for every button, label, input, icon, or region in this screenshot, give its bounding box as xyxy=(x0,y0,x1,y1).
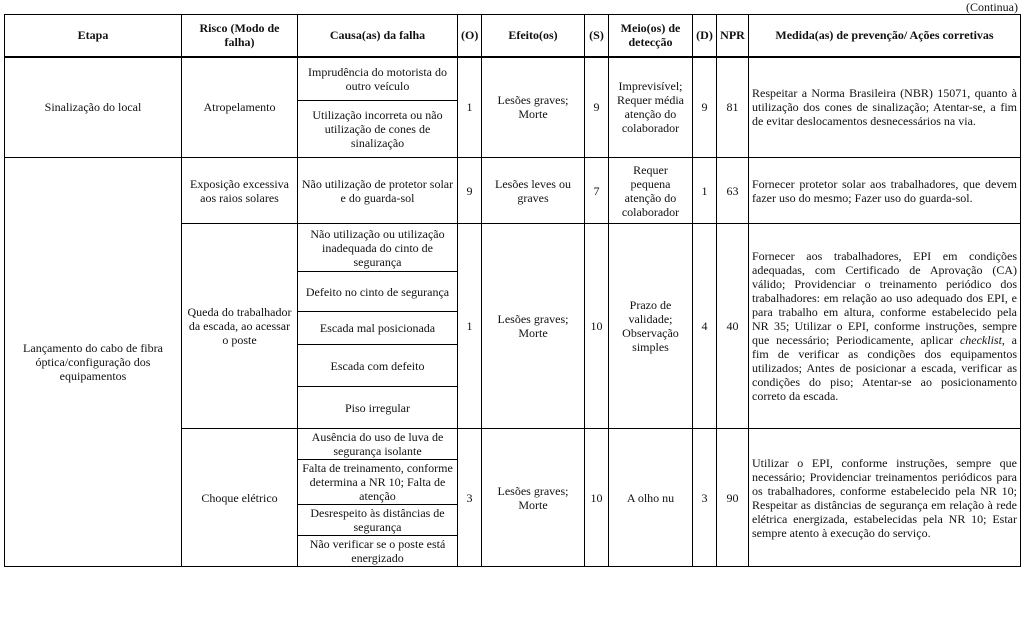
fmea-table xyxy=(4,14,1021,567)
detection-method-cell: A olho nu xyxy=(609,429,693,567)
cause-cell: Imprudência do motorista do outro veículo xyxy=(298,57,458,101)
cause-cell: Não utilização de protetor solar e do guarda-sol xyxy=(298,158,458,224)
header-row xyxy=(5,15,1021,57)
risk-cell: Queda do trabalhador da escada, ao acessar o poste xyxy=(182,224,298,429)
cause-cell: Escada com defeito xyxy=(298,345,458,387)
header-s: (S) xyxy=(585,15,609,57)
severity-cell: 7 xyxy=(585,158,609,224)
detection-method-cell: Requer pequena atenção do colaborador xyxy=(609,158,693,224)
measure-cell: Utilizar o EPI, conforme instruções, sempre que necessário; Providenciar treinamentos periódicos para os trabalhadores, conforme estabelecido pela NR 10; Respeitar as distâncias de segurança em relação à rede elétrica energizada, estabelecidas pela NR 10; Estar sempre atento à execução do serviço. xyxy=(749,429,1021,567)
cause-cell: Falta de treinamento, conforme determina a NR 10; Falta de atenção xyxy=(298,460,458,505)
cause-cell: Não verificar se o poste está energizado xyxy=(298,536,458,567)
table-row xyxy=(5,57,1021,101)
header-efeito: Efeito(os) xyxy=(482,15,585,57)
measure-italic-term: checklist xyxy=(959,333,1002,347)
effect-cell: Lesões graves; Morte xyxy=(482,224,585,429)
header-etapa: Etapa xyxy=(5,15,182,57)
header-deteccao: Meio(os) de detecção xyxy=(609,15,693,57)
header-d: (D) xyxy=(693,15,717,57)
table-row xyxy=(5,158,1021,224)
risk-cell: Choque elétrico xyxy=(182,429,298,567)
effect-cell: Lesões graves; Morte xyxy=(482,57,585,158)
cause-cell: Não utilização ou utilização inadequada do cinto de segurança xyxy=(298,224,458,272)
detection-cell: 9 xyxy=(693,57,717,158)
header-o: (O) xyxy=(458,15,482,57)
occurrence-cell: 1 xyxy=(458,57,482,158)
occurrence-cell: 3 xyxy=(458,429,482,567)
cause-cell: Utilização incorreta ou não utilização de cones de sinalização xyxy=(298,101,458,158)
cause-cell: Defeito no cinto de segurança xyxy=(298,272,458,312)
severity-cell: 10 xyxy=(585,429,609,567)
npr-cell: 81 xyxy=(717,57,749,158)
effect-cell: Lesões leves ou graves xyxy=(482,158,585,224)
stage-cell: Sinalização do local xyxy=(5,57,182,158)
detection-cell: 1 xyxy=(693,158,717,224)
header-npr: NPR xyxy=(717,15,749,57)
stage-cell: Lançamento do cabo de fibra óptica/configuração dos equipamentos xyxy=(5,158,182,567)
measure-text: , a fim de verificar as condições dos equipamentos utilizados; Antes de posicionar a escada, verificar as condições do piso; Atentar-se ao posicionamento correto da escada. xyxy=(752,333,1018,403)
measure-cell: Respeitar a Norma Brasileira (NBR) 15071, quanto à utilização dos cones de sinalização; Atentar-se, a fim de evitar deslocamentos desnecessários na via. xyxy=(749,57,1021,158)
cause-cell: Desrespeito às distâncias de segurança xyxy=(298,505,458,536)
occurrence-cell: 1 xyxy=(458,224,482,429)
detection-method-cell: Prazo de validade; Observação simples xyxy=(609,224,693,429)
effect-cell: Lesões graves; Morte xyxy=(482,429,585,567)
header-medida: Medida(as) de prevenção/ Ações corretivas xyxy=(749,15,1021,57)
npr-cell: 90 xyxy=(717,429,749,567)
npr-cell: 63 xyxy=(717,158,749,224)
severity-cell: 10 xyxy=(585,224,609,429)
measure-cell: Fornecer protetor solar aos trabalhadores, que devem fazer uso do mesmo; Fazer uso do guarda-sol. xyxy=(749,158,1021,224)
header-causas: Causa(as) da falha xyxy=(298,15,458,57)
measure-text: Fornecer aos trabalhadores, EPI em condições adequadas, com Certificado de Aprovação (CA) válido; Providenciar o treinamento periódico dos trabalhadores: em relação ao uso adequado dos EPI, e para trabalho em altura, conforme estabelecido pela NR 35; Utilizar o EPI, conforme instruções, sempre que necessário; Periodicamente, aplicar xyxy=(752,249,1017,347)
risk-cell: Atropelamento xyxy=(182,57,298,158)
severity-cell: 9 xyxy=(585,57,609,158)
cause-cell: Piso irregular xyxy=(298,387,458,429)
npr-cell: 40 xyxy=(717,224,749,429)
detection-cell: 3 xyxy=(693,429,717,567)
occurrence-cell: 9 xyxy=(458,158,482,224)
header-risco: Risco (Modo de falha) xyxy=(182,15,298,57)
cause-cell: Ausência do uso de luva de segurança isolante xyxy=(298,429,458,460)
continuation-label: (Continua) xyxy=(966,0,1018,14)
risk-cell: Exposição excessiva aos raios solares xyxy=(182,158,298,224)
detection-method-cell: Imprevisível; Requer média atenção do colaborador xyxy=(609,57,693,158)
measure-cell xyxy=(749,224,1021,429)
detection-cell: 4 xyxy=(693,224,717,429)
cause-cell: Escada mal posicionada xyxy=(298,312,458,345)
